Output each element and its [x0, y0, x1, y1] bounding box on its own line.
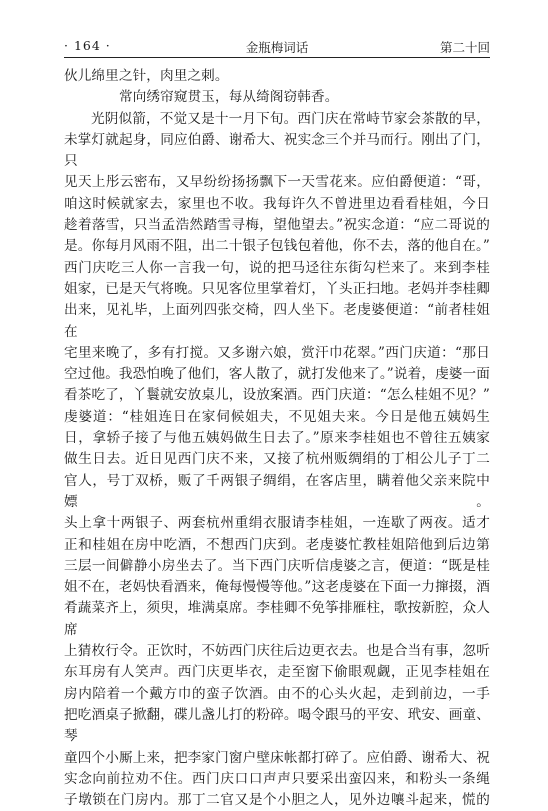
text-line: 姐不在，老妈快看酒来，俺每慢慢等他。”这老虔婆在下面一力撺掇，酒	[64, 579, 490, 596]
page-body	[64, 66, 490, 811]
book-title: 金瓶梅词话	[245, 40, 309, 55]
text-line: 正和桂姐在房中吃酒，不想西门庆到。老虔婆忙教桂姐陪他到后边第	[64, 536, 490, 553]
text-line: 见天上彤云密布，又早纷纷扬扬飘下一天雪花来。应伯爵便道：“哥，	[64, 174, 490, 191]
text-line: 空过他。我恐怕晚了他们，客人散了，就打发他来了。”说着，虔婆一面	[64, 366, 490, 383]
text-line: 实念向前拉劝不住。西门庆口口声声只要采出蛮囚来，和粉头一条绳	[64, 770, 490, 787]
text-line: 宅里来晚了，多有打搅。又多谢六娘，赏汗巾花翠。”西门庆道：“那日	[64, 344, 490, 361]
text-line: 把吃酒桌子掀翻，碟儿盏儿打的粉碎。喝令跟马的平安、玳安、画童、琴	[64, 706, 490, 745]
verse-line: 常向绣帘窥贯玉，每从绮阁窃韩香。	[119, 89, 339, 106]
page-header	[64, 36, 490, 58]
text-line: 西门庆吃三人你一言我一句，说的把马迳往东街勾栏来了。来到李桂	[64, 259, 490, 276]
text-line: 三层一间僻静小房坐去了。当下西门庆听信虔婆之言，便道：“既是桂	[64, 557, 490, 574]
text-line: 头上拿十两银子、两套杭州重绢衣服请李桂姐，一连歇了两夜。适才	[64, 515, 490, 532]
text-line: 未掌灯就起身，同应伯爵、谢希大、祝实念三个并马而行。刚出了门，只	[64, 131, 490, 170]
text-line: 肴蔬菜齐上，须臾，堆满桌席。李桂卿不免筝排雁柱，歌按新腔，众人席	[64, 600, 490, 638]
text-line: 日，拿轿子接了与他五姨妈做生日去了。”原来李桂姐也不曾往五姨家	[64, 430, 490, 447]
text-line: 房内陪着一个戴方巾的蛮子饮酒。由不的心头火起，走到前边，一手	[64, 685, 490, 702]
text-line: 虔婆道：“桂姐连日在家伺候姐夫，不见姐夫来。今日是他五姨妈生	[64, 408, 490, 425]
page-number: · 164 ·	[64, 38, 111, 53]
text-line: 上猜枚行令。正饮时，不妨西门庆往后边更衣去。也是合当有事，忽听	[64, 643, 490, 660]
text-line: 做生日去。近日见西门庆不来，又接了杭州贩绸绢的丁相公儿子丁二	[64, 451, 490, 468]
text-line: 咱这时候就家去，家里也不收。我每许久不曾进里边看看桂姐，今日	[64, 195, 490, 212]
text-line: 看茶吃了，丫鬟就安放桌儿，设放案酒。西门庆道：“怎么桂姐不见？”	[64, 387, 490, 404]
text-line: 子墩锁在门房内。那丁二官又是个小胆之人，见外边嚷斗起来，慌的	[64, 792, 490, 809]
text-line: 官人，号丁双桥，贩了千两银子绸绢，在客店里，瞒着他父亲来院中嫖。	[64, 472, 490, 510]
text-line: 伙儿绵里之针，肉里之刺。	[64, 68, 229, 84]
text-line: 童四个小厮上来，把李家门窗户壁床帐都打碎了。应伯爵、谢希大、祝	[64, 749, 490, 766]
text-line: 是。你每月风雨不阻，出二十银子包钱包着他，你不去，落的他自在。”	[64, 238, 490, 255]
text-line: 东耳房有人笑声。西门庆更毕衣，走至窗下偷眼观觑，正见李桂姐在	[64, 664, 490, 681]
paragraph-first-line: 光阴似箭，不觉又是十一月下旬。西门庆在常峙节家会茶散的早，	[91, 110, 490, 127]
text-line: 姐家，已是天气将晚。只见客位里掌着灯，丫头正扫地。老妈并李桂卿	[64, 280, 490, 297]
text-line: 趁着落雪，只当孟浩然踏雪寻梅，望他望去。”祝实念道：“应二哥说的	[64, 217, 490, 234]
header-rule	[64, 57, 490, 58]
text-line: 出来，见礼毕，上面列四张交椅，四人坐下。老虔婆便道：“前者桂姐在	[64, 302, 490, 340]
chapter-title: 第二十回	[439, 40, 490, 55]
